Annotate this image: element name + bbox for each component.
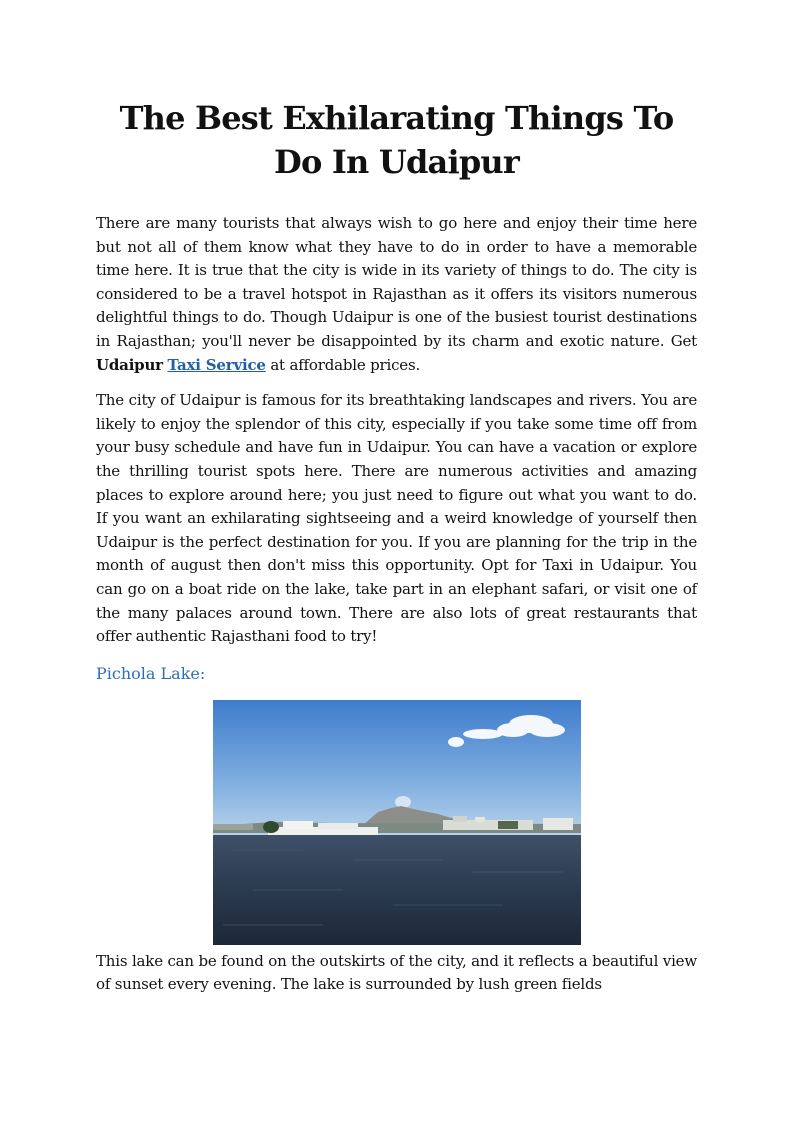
lake-paragraph: This lake can be found on the outskirts of the city, and it reflects a beautiful view of sunset every evening. The lake is surrounded by lush green fields: [96, 951, 697, 994]
udaipur-bold-text: Udaipur: [96, 355, 163, 374]
taxi-service-link[interactable]: Taxi Service: [167, 355, 266, 374]
pichola-lake-photo: [213, 700, 581, 945]
document-page: [96, 96, 697, 997]
photo-container: [96, 700, 697, 945]
city-paragraph: The city of Udaipur is famous for its breathtaking landscapes and rivers. You are likely to enjoy the splendor of this city, especially if you take some time off from your busy schedule and have fun in Udaipur. You can have a vacation or explore the thrilling tourist spots here. There are numerous activities and amazing places to explore around here; you just need to figure out what you want to do. If you want an exhilarating sightseeing and a weird knowledge of yourself then Udaipur is the perfect destination for you. If you are planning for the trip in the month of august then don't miss this opportunity. Opt for Taxi in Udaipur. You can go on a boat ride on the lake, take part in an elephant safari, or visit one of the many palaces around town. There are also lots of great restaurants that offer authentic Rajasthani food to try!: [96, 391, 697, 646]
intro-tail-text: at affordable prices.: [265, 355, 421, 374]
intro-text: There are many tourists that always wish to go here and enjoy their time here but not all of them know what they have to do in order to have a memorable time here. It is true that the city is wide in its variety of things to do. The city is considered to be a travel hotspot in Rajasthan as it offers its visitors numerous delightful things to do. Though Udaipur is one of the busiest tourist destinations in Rajasthan; you'll never be disappointed by its charm and exotic nature. Get: [96, 214, 697, 350]
page-title: The Best Exhilarating Things To Do In Udaipur: [119, 99, 674, 181]
pichola-lake-heading: Pichola Lake:: [96, 663, 206, 683]
intro-paragraph: [96, 212, 697, 377]
